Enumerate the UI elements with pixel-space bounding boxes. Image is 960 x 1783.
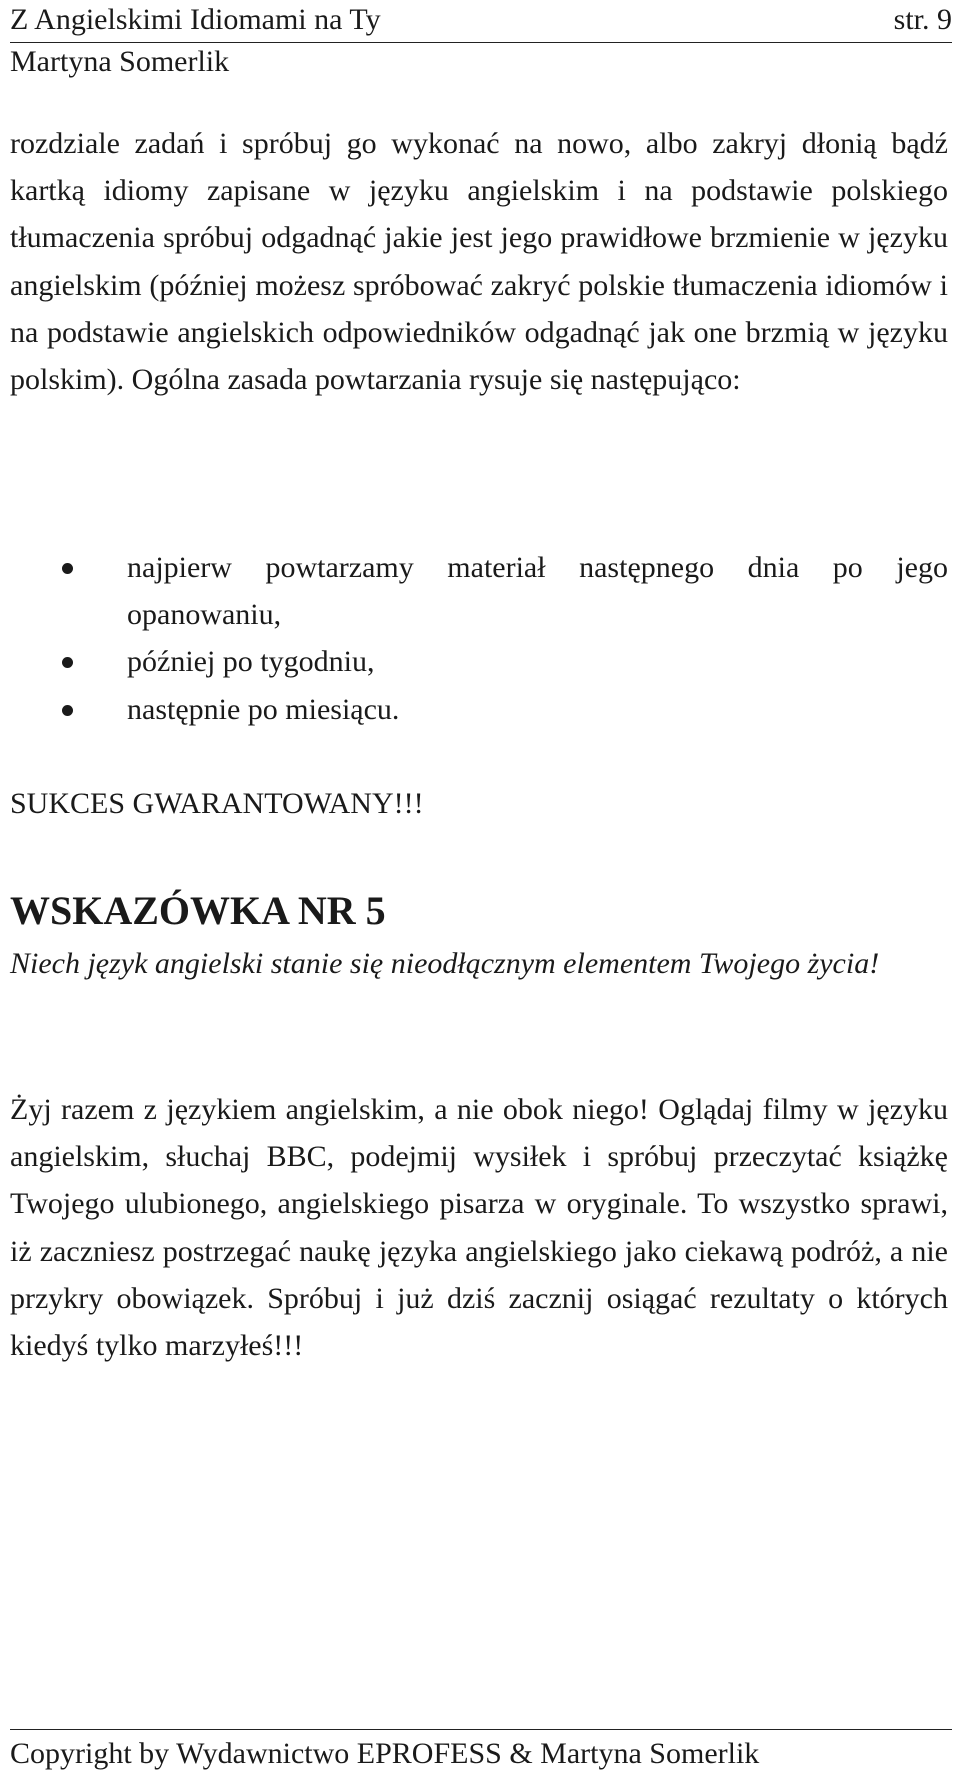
list-item-text: następnie po miesiącu. xyxy=(127,692,400,726)
list-item-text: później po tygodniu, xyxy=(127,645,375,679)
body-paragraph-2: Żyj razem z językiem angielskim, a nie obok niego! Oglądaj filmy w języku angielskim, słuchaj BBC, podejmij wysiłek i spróbuj przeczytać książkę Twojego ulubionego, angielskiego pisarza w oryginale. To wszystko sprawi, iż zaczniesz postrzegać naukę języka angielskiego jako ciekawą podróż, a nie przykry obowiązek. Spróbuj i już dziś zacznij osiągać rezultaty o których kiedyś tylko marzyłeś!!! xyxy=(10,1093,948,1363)
success-line: SUKCES GWARANTOWANY!!! xyxy=(10,787,424,820)
footer-divider xyxy=(10,1729,952,1730)
bullet-icon xyxy=(62,657,73,668)
list-item-text: najpierw powtarzamy materiał następnego dnia po jego opanowaniu, xyxy=(127,551,948,632)
body-paragraph-1: rozdziale zadań i spróbuj go wykonać na nowo, albo zakryj dłonią bądź kartką idiomy zapisane w języku angielskim i na podstawie polskiego tłumaczenia spróbuj odgadnąć jakie jest jego prawidłowe brzmienie w języku angielskim (później możesz spróbować zakryć polskie tłumaczenia idiomów i na podstawie angielskich odpowiedników odgadnąć jak one brzmią w języku polskim). Ogólna zasada powtarzania rysuje się następująco: xyxy=(10,127,948,397)
list-item xyxy=(62,686,948,733)
tip-subtitle: Niech język angielski stanie się nieodłącznym elementem Twojego życia! xyxy=(10,947,880,980)
page-number: str. 9 xyxy=(893,3,952,36)
header-author: Martyna Somerlik xyxy=(10,45,230,78)
bullet-list xyxy=(62,544,948,733)
page-footer: Copyright by Wydawnictwo EPROFESS & Martyna Somerlik xyxy=(10,1737,760,1770)
list-item xyxy=(62,638,948,685)
bullet-icon xyxy=(62,563,73,574)
bullet-icon xyxy=(62,705,73,716)
tip-heading: WSKAZÓWKA NR 5 xyxy=(10,888,386,933)
book-title: Z Angielskimi Idiomami na Ty xyxy=(10,3,381,36)
list-item xyxy=(62,544,948,638)
page-header xyxy=(10,0,952,43)
